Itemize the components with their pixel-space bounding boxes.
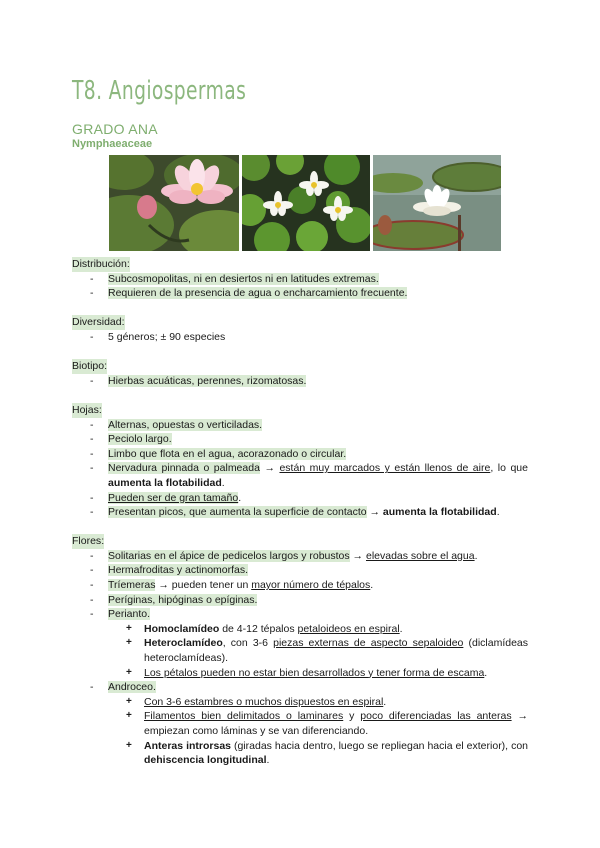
- list-item: - 5 géneros; ± 90 especies: [72, 330, 528, 345]
- list-item: + Anteras introrsas (giradas hacia dentro, luego se repliegan hacia el exterior), con dehiscencia longitudinal.: [108, 739, 528, 768]
- section-heading: Flores:: [72, 535, 105, 548]
- section-biotipo: [72, 359, 528, 388]
- list-item: - Pueden ser de gran tamaño.: [72, 491, 528, 506]
- list-item: + Filamentos bien delimitados o laminares y poco diferenciadas las anteras → empiezan como láminas y se van diferenciando.: [108, 709, 528, 738]
- list-item: + Con 3-6 estambres o muchos dispuestos en espiral.: [108, 695, 528, 710]
- section-diversidad: [72, 315, 528, 344]
- list-item: - Presentan picos, que aumenta la superficie de contacto → aumenta la flotabilidad.: [72, 505, 528, 520]
- list-item: - Perianto. + Homoclamídeo de 4-12 tépalos petaloideos en espiral. + Heteroclamídeo, con 3-6 piezas externas de aspecto sepaloideo (diclamídeas heteroclamídeas). + Los pétalos pueden no estar bien desarrollados y tener forma de escama.: [72, 607, 528, 680]
- section-heading: Hojas:: [72, 403, 102, 416]
- section-flores: [72, 534, 528, 768]
- section-hojas: [72, 403, 528, 520]
- list-item: + Heteroclamídeo, con 3-6 piezas externas de aspecto sepaloideo (diclamídeas heteroclamídeas).: [108, 636, 528, 665]
- section-heading: Distribución:: [72, 258, 130, 270]
- section-heading: Diversidad:: [72, 316, 125, 329]
- list-item: - Subcosmopolitas, ni en desiertos ni en latitudes extremas.: [72, 272, 528, 287]
- list-item: - Solitarias en el ápice de pedicelos largos y robustos → elevadas sobre el agua.: [72, 549, 528, 564]
- list-item: - Alternas, opuestas o verticiladas.: [72, 418, 528, 433]
- list-item: - Tríemeras → pueden tener un mayor número de tépalos.: [72, 578, 528, 593]
- section-heading: Biotipo:: [72, 360, 108, 373]
- pink-lily-illustration: [109, 155, 239, 251]
- white-lily-pond-illustration: [242, 155, 370, 251]
- list-item: - Períginas, hipóginas o epíginas.: [72, 593, 528, 608]
- family-name: Nymphaeaceae: [72, 138, 153, 150]
- photo-strip: [109, 155, 501, 251]
- list-item: - Hierbas acuáticas, perennes, rizomatosas.: [72, 374, 528, 389]
- list-item: - Androceo. + Con 3-6 estambres o muchos dispuestos en espiral. + Filamentos bien delimitados o laminares y poco diferenciadas las anteras → empiezan como láminas y se van diferenciando. + Anteras introrsas (giradas hacia dentro, luego se repliegan hacia el exterior), con dehiscencia longitudinal.: [72, 680, 528, 768]
- section-distribucion: [72, 257, 528, 301]
- water-lily-white-pond-photo: [242, 155, 370, 251]
- list-item: - Peciolo largo.: [72, 432, 528, 447]
- notes-body: [72, 257, 528, 782]
- victoria-lily-illustration: [373, 155, 501, 251]
- victoria-giant-lily-photo: [373, 155, 501, 251]
- list-item: - Limbo que flota en el agua, acorazonado o circular.: [72, 447, 528, 462]
- water-lily-pink-photo: [109, 155, 239, 251]
- list-item: + Homoclamídeo de 4-12 tépalos petaloideos en espiral.: [108, 622, 528, 637]
- page-title: T8. Angiospermas: [72, 76, 247, 106]
- list-item: - Nervadura pinnada o palmeada → están muy marcados y están llenos de aire, lo que aumenta la flotabilidad.: [72, 461, 528, 490]
- list-item: + Los pétalos pueden no estar bien desarrollados y tener forma de escama.: [108, 666, 528, 681]
- list-item: - Hermafroditas y actinomorfas.: [72, 563, 528, 578]
- list-item: - Requieren de la presencia de agua o encharcamiento frecuente.: [72, 286, 528, 301]
- page-subtitle: GRADO ANA: [72, 121, 158, 137]
